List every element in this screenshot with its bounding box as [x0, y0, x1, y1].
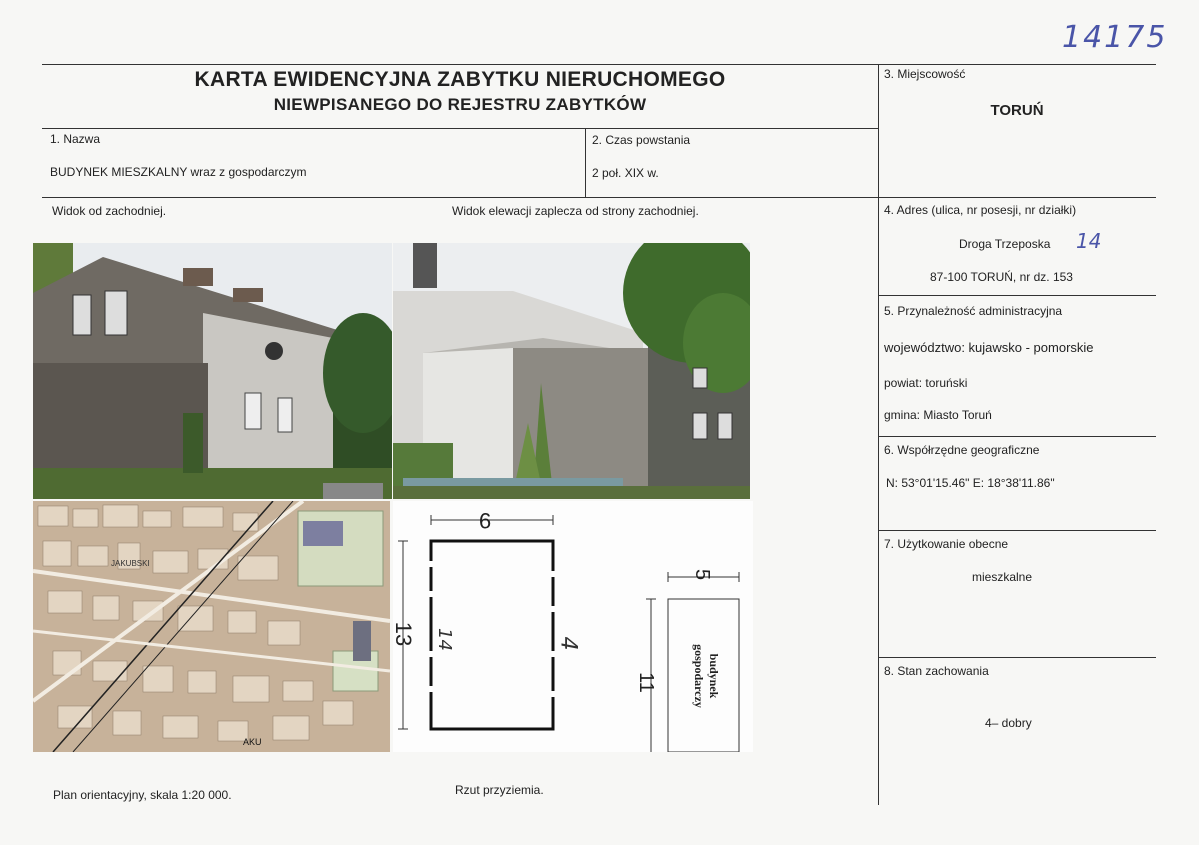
coords-value: N: 53°01'15.46" E: 18°38'11.86" [886, 476, 1055, 490]
plan-aux-length: 11 [634, 672, 657, 693]
frame-divider [878, 64, 879, 805]
name-value: BUDYNEK MIESZKALNY wraz z gospodarczym [50, 165, 307, 179]
usage-label: 7. Użytkowanie obecne [884, 537, 1009, 551]
plan-main-side-mark: 4 [555, 636, 581, 651]
sec6-bottom-line [878, 530, 1156, 531]
photo-back-elevation [393, 243, 750, 499]
registry-number: 14175 [1062, 20, 1168, 55]
map-caption: Plan orientacyjny, skala 1:20 000. [53, 788, 232, 802]
orientation-map [33, 501, 390, 752]
name-date-divider [585, 128, 586, 197]
condition-value: 4– dobry [985, 716, 1032, 730]
address-label: 4. Adres (ulica, nr posesji, nr działki) [884, 203, 1077, 217]
plan-caption: Rzut przyziemia. [455, 783, 544, 797]
address-line2: 87-100 TORUŃ, nr dz. 153 [930, 270, 1073, 284]
header-bottom-line [42, 128, 878, 129]
address-number-handwritten: 14 [1076, 229, 1102, 253]
sec7-bottom-line [878, 657, 1156, 658]
locality-value: TORUŃ [990, 102, 1044, 119]
plan-main-length: 13 [391, 621, 417, 647]
admin-voivodeship: województwo: kujawsko - pomorskie [884, 340, 1094, 355]
plan-main-number: 14 [433, 628, 455, 651]
row1-bottom-line [42, 197, 1156, 198]
address-street: Droga Trzeposka [959, 237, 1051, 251]
date-value: 2 poł. XIX w. [592, 166, 659, 180]
plan-aux-label: budynek gospodarczy [692, 644, 721, 708]
frame-top [42, 64, 1156, 65]
admin-county: powiat: toruński [884, 376, 968, 390]
map-label-district-bottom: AKU [243, 737, 262, 747]
sec4-bottom-line [878, 295, 1156, 296]
usage-value: mieszkalne [972, 570, 1033, 584]
document-subtitle: NIEWPISANEGO DO REJESTRU ZABYTKÓW [273, 95, 647, 114]
admin-label: 5. Przynależność administracyjna [884, 304, 1063, 318]
photo-west-view [33, 243, 392, 499]
admin-municipality: gmina: Miasto Toruń [884, 408, 992, 422]
map-label-district-top: JAKUBSKI [111, 559, 150, 568]
plan-main-width: 9 [479, 508, 492, 533]
document-title: KARTA EWIDENCYJNA ZABYTKU NIERUCHOMEGO [194, 68, 726, 91]
sec5-bottom-line [878, 436, 1156, 437]
date-label: 2. Czas powstania [592, 133, 691, 147]
name-label: 1. Nazwa [50, 132, 101, 146]
condition-label: 8. Stan zachowania [884, 664, 989, 678]
coords-label: 6. Współrzędne geograficzne [884, 443, 1040, 457]
plan-aux-width: 5 [691, 568, 714, 581]
locality-label: 3. Miejscowość [884, 67, 966, 81]
photo-back-caption: Widok elewacji zaplecza od strony zachodniej. [452, 204, 699, 218]
floor-plan [393, 501, 753, 752]
photo-west-caption: Widok od zachodniej. [52, 204, 167, 218]
